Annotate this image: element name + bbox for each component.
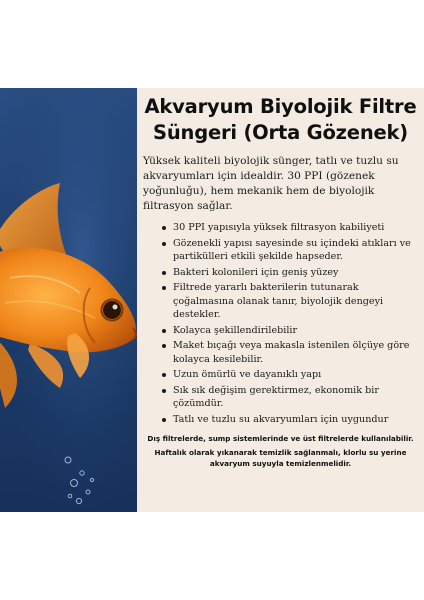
feature-item: Kolayca şekillendirilebilir — [160, 324, 418, 337]
feature-item: Maket bıçağı veya makasla istenilen ölçüye göre kolayca kesilebilir. — [160, 339, 418, 366]
feature-item: Uzun ömürlü ve dayanıklı yapı — [160, 368, 418, 381]
product-intro: Yüksek kaliteli biyolojik sünger, tatlı ve tuzlu su akvaryumları için idealdir. 30 PPI (gözenek yoğunluğu), hem mekanik hem de biyolojik filtrasyon sağlar. — [143, 155, 399, 212]
feature-list — [160, 221, 418, 429]
feature-item: Bakteri kolonileri için geniş yüzey — [160, 266, 418, 279]
feature-item: 30 PPI yapısıyla yüksek filtrasyon kabiliyeti — [160, 221, 418, 234]
product-card — [0, 88, 424, 512]
product-title: Akvaryum Biyolojik Filtre Süngeri (Orta Gözenek) — [144, 95, 417, 144]
usage-notes — [137, 433, 424, 472]
feature-item: Tatlı ve tuzlu su akvaryumları için uygundur — [160, 413, 418, 426]
feature-item: Gözenekli yapısı sayesinde su içindeki atıkları ve partikülleri etkili şekilde hapseder. — [160, 237, 418, 264]
goldfish-illustration — [0, 88, 137, 512]
care-note: Haftalık olarak yıkanarak temizlik sağlanmalı, klorlu su yerine akvaryum suyuyla temizlenmelidir. — [154, 447, 407, 468]
feature-item: Sık sık değişim gerektirmez, ekonomik bir çözümdür. — [160, 384, 418, 411]
usage-note: Dış filtrelerde, sump sistemlerinde ve üst filtrelerde kullanılabilir. — [147, 434, 414, 443]
feature-item: Filtrede yararlı bakterilerin tutunarak çoğalmasına olanak tanır, biyolojik dengeyi destekler. — [160, 281, 418, 321]
goldfish-photo — [0, 88, 137, 512]
